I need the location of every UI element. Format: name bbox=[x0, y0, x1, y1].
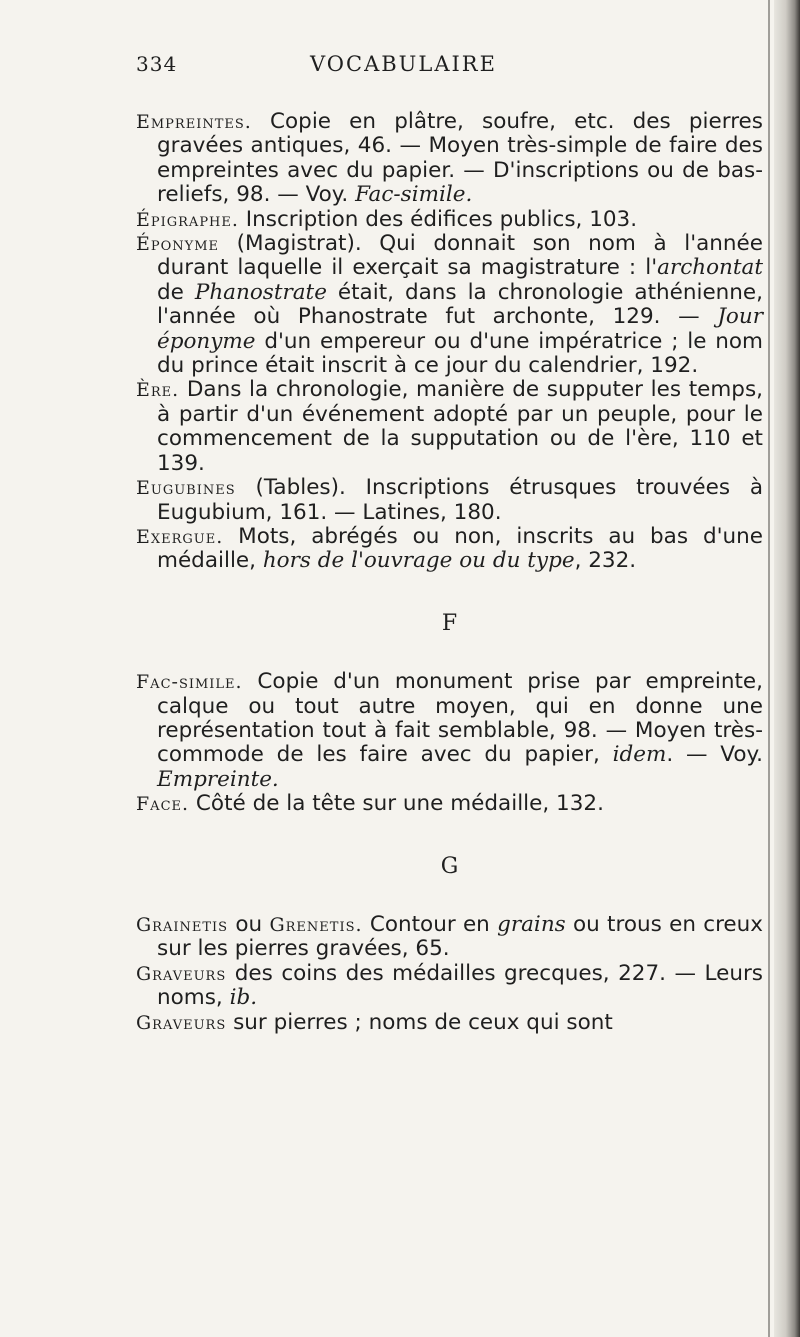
entry-text: était, dans la chronologie athénienne, l'année où Phanostrate fut archonte, 129. — bbox=[157, 279, 763, 330]
dictionary-entry bbox=[136, 913, 763, 962]
dictionary-entry bbox=[136, 378, 763, 476]
entry-text: Côté de la tête sur une médaille, 132. bbox=[195, 791, 604, 817]
entry-text: ou trous en creux sur les pierres gravées, 65. bbox=[157, 911, 764, 962]
dictionary-entry bbox=[136, 232, 763, 378]
entry-text: Mots, abrégés ou non, inscrits au bas d'une médaille, bbox=[157, 523, 763, 574]
entry-italic-text: Phanostrate bbox=[194, 279, 327, 305]
entry-text: . — Voy. bbox=[666, 742, 763, 768]
entry-headword: Ère. bbox=[136, 379, 180, 402]
section-e-entries bbox=[136, 110, 763, 574]
dictionary-entry bbox=[136, 525, 763, 574]
entry-italic-text: Empreinte. bbox=[157, 766, 279, 792]
entry-headword: Épigraphe. bbox=[136, 208, 239, 231]
entry-italic-text: Fac-simile. bbox=[355, 182, 473, 208]
letter-heading-f: F bbox=[441, 610, 458, 636]
entry-italic-text: archontat bbox=[657, 255, 763, 281]
entry-italic-text: hors de l'ouvrage ou du type bbox=[262, 548, 575, 574]
entry-alt-headword: Grenetis. bbox=[269, 913, 363, 936]
letter-heading-g: G bbox=[440, 853, 459, 879]
running-header bbox=[0, 44, 760, 84]
book-spine-shadow bbox=[774, 0, 800, 1337]
entry-headword: Fac-simile. bbox=[136, 671, 243, 694]
entry-text: (Magistrat). Qui donnait son nom à l'année durant laquelle il exerçait sa magistrature : l' bbox=[157, 231, 763, 281]
dictionary-entry bbox=[136, 1011, 763, 1035]
entry-headword: Exergue. bbox=[136, 525, 224, 548]
entry-italic-text: idem bbox=[612, 742, 667, 768]
entry-italic-text: Jour éponyme bbox=[157, 304, 763, 354]
page-number: 334 bbox=[136, 52, 178, 76]
entry-italic-text: grains bbox=[497, 911, 566, 937]
section-g-entries bbox=[136, 913, 763, 1035]
entry-text: sur pierres ; noms de ceux qui sont bbox=[233, 1009, 613, 1035]
entry-text: Copie d'un monument prise par empreinte, calque ou tout autre moyen, qui en donne une représentation tout à fait semblable, 98. — Moyen très-commode de les faire avec du papier, bbox=[157, 669, 763, 768]
entry-text: de bbox=[157, 279, 195, 305]
entry-text: des coins des médailles grecques, 227. — Leurs noms, bbox=[157, 960, 764, 1011]
entry-text: Copie en plâtre, soufre, etc. des pierres gravées antiques, 46. — Moyen très-simple de faire des empreintes avec du papier. — D'inscriptions ou de bas-reliefs, 98. — Voy. bbox=[157, 109, 763, 208]
entry-text: Dans la chronologie, manière de supputer les temps, à partir d'un événement adopté par un peuple, pour le commencement de la supputation ou de l'ère, 110 et 139. bbox=[157, 377, 763, 476]
dictionary-entry bbox=[136, 962, 763, 1011]
vocabulary-text bbox=[136, 110, 763, 1035]
section-f-entries bbox=[136, 670, 763, 816]
entry-text: (Tables). Inscriptions étrusques trouvées à Eugubium, 161. — Latines, 180. bbox=[157, 475, 763, 525]
dictionary-entry bbox=[136, 476, 763, 525]
entry-italic-text: ib. bbox=[229, 985, 258, 1011]
entry-headword: Graveurs bbox=[136, 962, 227, 985]
dictionary-entry bbox=[136, 792, 763, 816]
entry-text: d'un empereur ou d'une impératrice ; le nom du prince était inscrit à ce jour du calendrier, 192. bbox=[157, 328, 763, 379]
entry-text: , 232. bbox=[574, 548, 637, 574]
entry-text: Inscription des édifices publics, 103. bbox=[245, 206, 638, 232]
entry-headword: Face. bbox=[136, 793, 190, 816]
page-edge-line bbox=[768, 0, 770, 1337]
entry-headword: Empreintes. bbox=[136, 111, 252, 133]
entry-headword: Eugubines bbox=[136, 477, 236, 500]
running-title: VOCABULAIRE bbox=[310, 52, 497, 76]
dictionary-entry bbox=[136, 208, 763, 232]
entry-text: Contour en bbox=[362, 911, 498, 937]
entry-headword: Grainetis bbox=[136, 913, 229, 936]
entry-headword: Graveurs bbox=[136, 1011, 227, 1034]
entry-headword: Éponyme bbox=[136, 233, 220, 256]
dictionary-entry bbox=[136, 670, 763, 792]
entry-text: ou bbox=[235, 911, 270, 937]
dictionary-entry bbox=[136, 110, 763, 208]
